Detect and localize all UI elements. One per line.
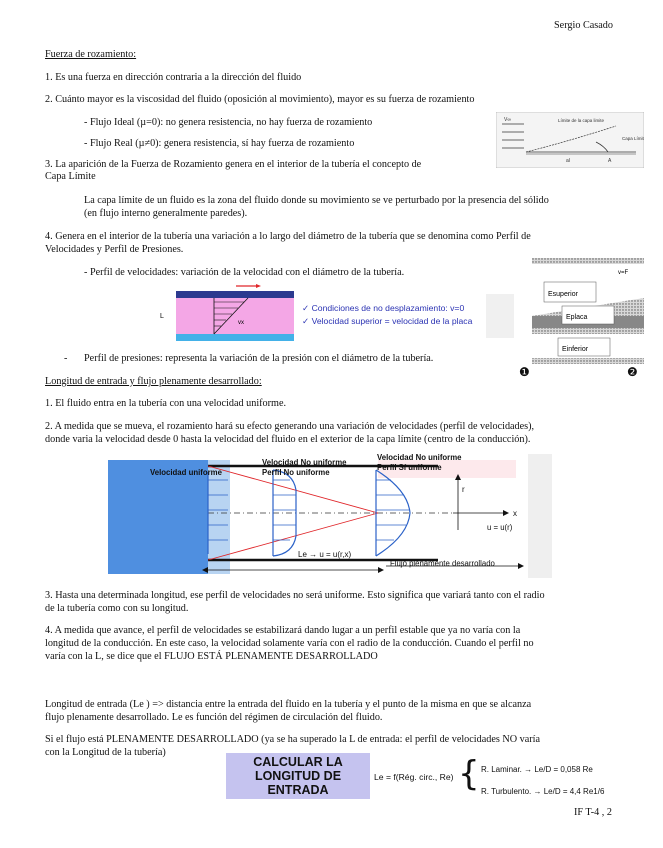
axis-x: x <box>513 509 517 518</box>
label-velocidad-uniforme: Velocidad uniforme <box>150 468 222 477</box>
plate-label-capa: Capa Límite <box>622 136 644 141</box>
energy-layers-figure <box>532 258 644 364</box>
faded-decoration <box>486 294 514 338</box>
paragraph: flujo plenamente desarrollado. Le es función del régimen de circulación del fluido. <box>45 712 383 723</box>
energy-placa: Eplaca <box>566 314 588 321</box>
figure-number-1: ❶ <box>519 365 530 379</box>
paragraph: 2. Cuánto mayor es la viscosidad del fluido (oposición al movimiento), mayor es su fuerza de rozamiento <box>45 94 475 105</box>
plate-label-a: A <box>608 158 612 164</box>
list-item-ideal: - Flujo Ideal (µ=0): no genera resistencia, no hay fuerza de rozamiento <box>84 117 373 128</box>
boundary-layer-figure <box>496 112 644 168</box>
energy-inferior: Einferior <box>562 346 589 353</box>
paragraph: 4. Genera en el interior de la tubería una variación a lo largo del diámetro de la tubería que se denomina como Perfil de <box>45 231 531 242</box>
axis-r: r <box>462 485 465 494</box>
list-item-perfil-presiones: Perfil de presiones: representa la variación de la presión con el diámetro de la tubería. <box>84 353 434 364</box>
paragraph: 3. La aparición de la Fuerza de Rozamiento genera en el interior de la tubería el concepto de <box>45 159 422 170</box>
paragraph: Capa Límite <box>45 171 96 182</box>
label-flujo-desarrollado: Flujo plenamente desarrollado <box>390 559 495 568</box>
page-number: IF T-4 , 2 <box>574 807 612 818</box>
paragraph: 1. El fluido entra en la tubería con una velocidad uniforme. <box>45 398 287 409</box>
paragraph: 2. A medida que se mueva, el rozamiento hará su efecto generando una variación de velocidades (perfil de velocidades), <box>45 421 535 432</box>
plate-label-top: Límite de la capa limite <box>558 118 605 123</box>
brace-icon: { <box>458 754 480 794</box>
velocity-profile-figure <box>158 284 298 346</box>
label-vx: vx <box>238 320 244 326</box>
paragraph: La capa límite de un fluido es la zona del fluido donde su movimiento se ve perturbado por la presencia del sólido <box>84 195 549 206</box>
paragraph: Si el flujo está PLENAMENTE DESARROLLADO (ya se ha superado la L de entrada: el perfil de velocidades NO varía <box>45 734 540 745</box>
calc-longitud-box: CALCULAR LA LONGITUD DE ENTRADA <box>226 753 370 799</box>
dash: - <box>64 353 68 364</box>
paragraph: de la tubería como con su longitud. <box>45 603 189 614</box>
paragraph: con la Longitud de la tubería) <box>45 747 166 758</box>
label-l: L <box>160 313 164 320</box>
paragraph: 4. A medida que avance, el perfil de velocidades se estabilizará dando lugar a un perfil estable que ya no varía con la <box>45 625 521 636</box>
paragraph: 3. Hasta una determinada longitud, ese perfil de velocidades no será uniforme. Esto significa que variará tanto con el radio <box>45 590 545 601</box>
label-le: Le → u = u(r,x) <box>298 550 352 559</box>
velocity-label: v=F <box>618 270 629 276</box>
paragraph: varía con la L, se dice que el FLUJO ESTÁ PLENAMENTE DESARROLLADO <box>45 651 378 662</box>
figure-number-2: ❷ <box>627 365 638 379</box>
paragraph: Longitud de entrada (Le ) => distancia entre la entrada del fluido en la tubería y el punto de la misma en que se alcanza <box>45 699 532 710</box>
label-perfil-uniforme: Velocidad No uniforme Perfil Sí uniforme <box>377 453 462 472</box>
check-icon: ✓ <box>302 316 312 326</box>
formula-turbulent: R. Turbulento. → Le/D = 4,4 Re1/6 <box>481 787 605 796</box>
label-u-r: u = u(r) <box>487 523 513 532</box>
energy-superior: Esuperior <box>548 291 578 298</box>
paragraph: longitud de la conducción. En este caso, la velocidad solamente varía con el radio de la conducción. Cuando el perfil no <box>45 638 534 649</box>
paragraph: Velocidades y Perfil de Presiones. <box>45 244 184 255</box>
plate-label-al: al <box>566 158 570 164</box>
label-no-uniforme: Velocidad No uniforme Perfil No uniforme <box>262 458 347 477</box>
condition-1: ✓ Condiciones de no desplazamiento: v=0 <box>302 303 465 313</box>
paragraph: (en flujo interno generalmente paredes). <box>84 208 248 219</box>
section-title-longitud: Longitud de entrada y flujo plenamente desarrollado: <box>45 376 262 387</box>
check-icon: ✓ <box>302 303 312 313</box>
plate-label-v: V∞ <box>504 117 511 123</box>
list-item-perfil-velocidades: - Perfil de velocidades: variación de la velocidad con el diámetro de la tubería. <box>84 267 405 278</box>
author-name: Sergio Casado <box>554 20 613 31</box>
formula-main: Le = f(Rég. circ., Re) <box>374 772 454 782</box>
list-item-real: - Flujo Real (µ≠0): genera resistencia, sí hay fuerza de rozamiento <box>84 138 355 149</box>
paragraph: 1. Es una fuerza en dirección contraria a la dirección del fluido <box>45 72 302 83</box>
section-title-rozamiento: Fuerza de rozamiento: <box>45 49 137 60</box>
condition-2: ✓ Velocidad superior = velocidad de la placa <box>302 316 473 326</box>
paragraph: donde varia la velocidad desde 0 hasta la velocidad del fluido en el exterior de la capa límite (centro de la conducción). <box>45 434 531 445</box>
formula-laminar: R. Laminar. → Le/D = 0,058 Re <box>481 765 593 774</box>
